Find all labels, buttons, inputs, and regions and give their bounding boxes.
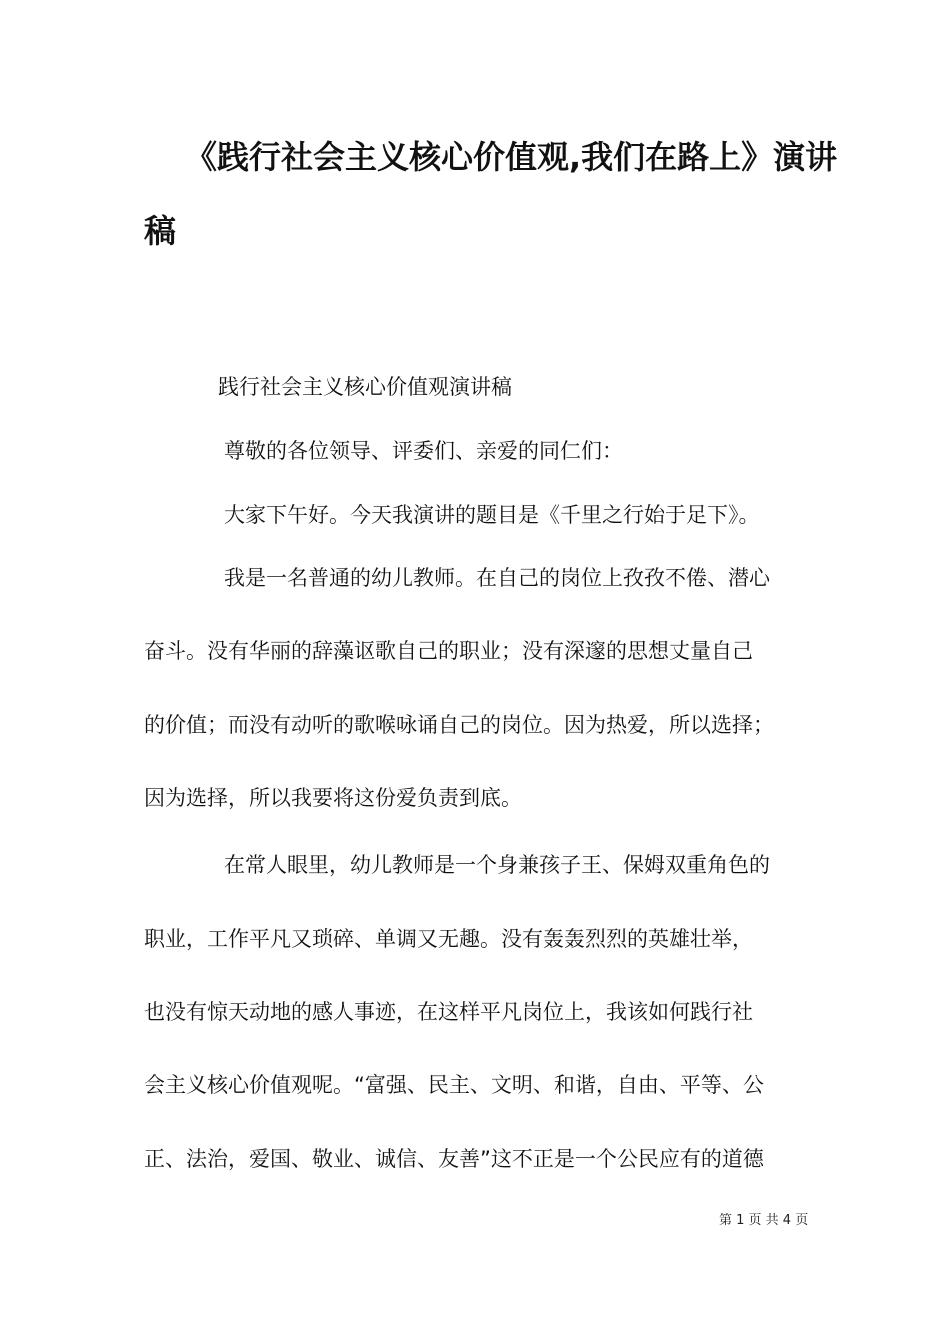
- body-line: 的价值；而没有动听的歌喉咏诵自己的岗位。因为热爱，所以选择；: [144, 713, 774, 737]
- body-line: 正、法治，爱国、敬业、诚信、友善”这不正是一个公民应有的道德: [144, 1147, 764, 1171]
- page-number: 第 1 页 共 4 页: [719, 1213, 809, 1228]
- body-line: 奋斗。没有华丽的辞藻讴歌自己的职业；没有深邃的思想丈量自己: [144, 639, 753, 663]
- body-line: 职业，工作平凡又琐碎、单调又无趣。没有轰轰烈烈的英雄壮举，: [144, 927, 753, 951]
- body-line: 在常人眼里，幼儿教师是一个身兼孩子王、保姆双重角色的: [224, 853, 770, 877]
- body-line: 也没有惊天动地的感人事迹，在这样平凡岗位上，我该如何践行社: [144, 1000, 753, 1024]
- body-line: 我是一名普通的幼儿教师。在自己的岗位上孜孜不倦、潜心: [224, 566, 770, 590]
- document-title-line-1: 《践行社会主义核心价值观,我们在路上》演讲: [185, 138, 838, 176]
- body-line: 尊敬的各位领导、评委们、亲爱的同仁们：: [224, 439, 623, 463]
- body-line: 大家下午好。今天我演讲的题目是《千里之行始于足下》。: [224, 503, 760, 527]
- document-subtitle: 践行社会主义核心价值观演讲稿: [218, 375, 512, 399]
- document-title-line-2: 稿: [144, 212, 177, 250]
- body-line: 会主义核心价值观呢。“富强、民主、文明、和谐，自由、平等、公: [144, 1073, 764, 1097]
- body-line: 因为选择，所以我要将这份爱负责到底。: [144, 786, 522, 810]
